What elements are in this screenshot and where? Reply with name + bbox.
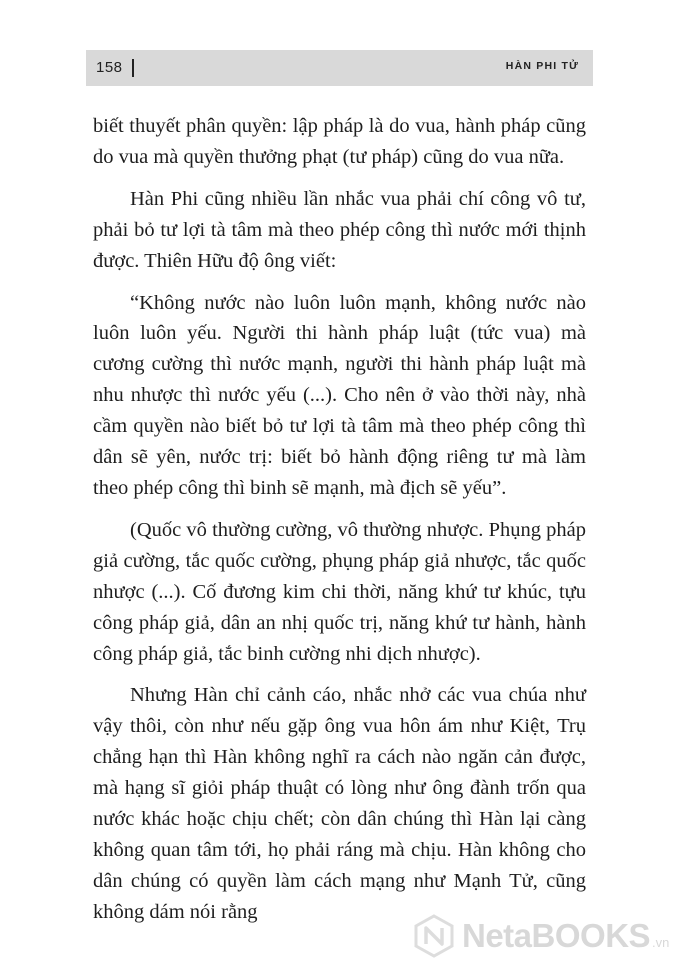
watermark <box>412 913 669 959</box>
page-body <box>93 111 586 939</box>
header-divider <box>132 59 134 77</box>
paragraph-1: biết thuyết phân quyền: lập pháp là do vua, hành pháp cũng do vua mà quyền thưởng phạt (tư pháp) cũng do vua nữa. <box>93 115 586 168</box>
watermark-suffix: .vn <box>652 934 670 950</box>
paragraph-quote: “Không nước nào luôn luôn mạnh, không nước nào luôn luôn yếu. Người thi hành pháp luật (tức vua) mà cương cường thì nước mạnh, người thi hành pháp luật mà nhu nhược thì nước yếu (...). Cho nên ở vào thời này, nhà cầm quyền nào biết bỏ tư lợi tà tâm mà theo phép công thì dân sẽ yên, nước trị: biết bỏ hành động riêng tư mà làm theo phép công thì binh sẽ mạnh, mà địch sẽ yếu”. <box>93 291 586 499</box>
netabooks-logo-icon <box>412 914 456 958</box>
paragraph-5: Nhưng Hàn chỉ cảnh cáo, nhắc nhở các vua chúa như vậy thôi, còn như nếu gặp ông vua hôn ám như Kiệt, Trụ chẳng hạn thì Hàn không nghĩ ra cách nào ngăn cản được, mà hạng sĩ giỏi pháp thuật có lòng như ông đành trốn qua nước khác hoặc chịu chết; còn dân chúng thì Hàn lại càng không quan tâm tới, họ phải ráng mà chịu. Hàn không cho dân chúng có quyền làm cách mạng như Mạnh Tử, cũng không dám nói rằng <box>93 684 586 923</box>
page-number: 158 <box>96 59 123 76</box>
running-header <box>86 50 593 86</box>
running-title: HÀN PHI TỬ <box>505 60 579 72</box>
paragraph-2: Hàn Phi cũng nhiều lần nhắc vua phải chí công vô tư, phải bỏ tư lợi tà tâm mà theo phép công thì nước mới thịnh được. Thiên Hữu độ ông viết: <box>93 187 586 272</box>
watermark-brand: NetaBOOKS <box>462 917 651 954</box>
paragraph-transliteration: (Quốc vô thường cường, vô thường nhược. Phụng pháp giả cường, tắc quốc cường, phụng pháp giả nhược, tắc quốc nhược (...). Cố đương kim chi thời, năng khứ tư khúc, tựu công pháp giả, dân an nhị quốc trị, năng khứ tư hành, hành công pháp giả, tắc binh cường nhi dịch nhược). <box>93 518 586 665</box>
